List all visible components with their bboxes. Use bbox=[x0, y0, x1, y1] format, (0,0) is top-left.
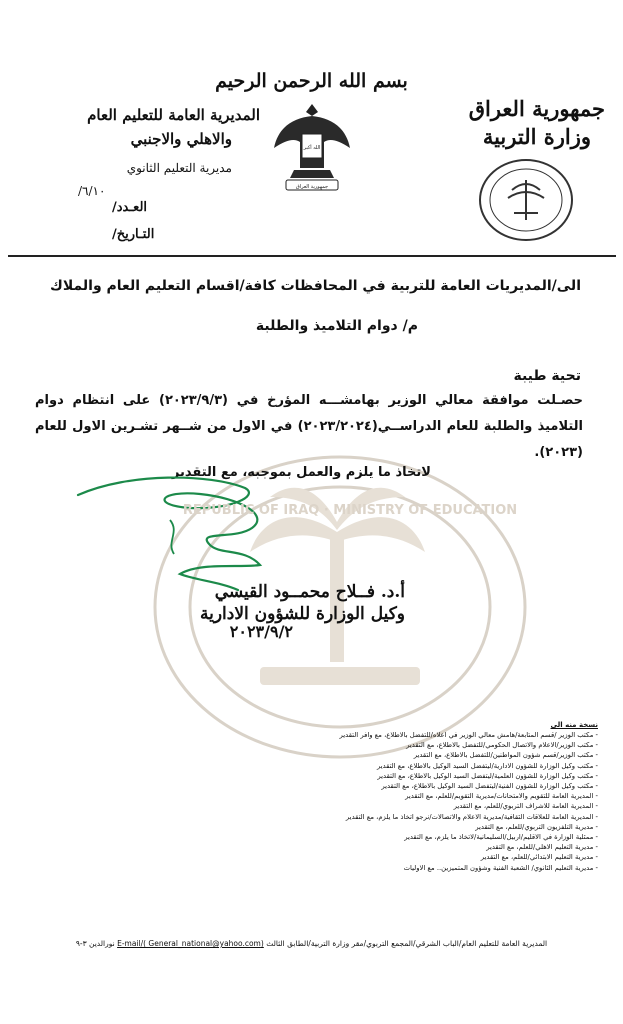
list-item: - المديرية العامة للعلاقات الثقافية/مديرية الاعلام والاتصالات/نرجو اتخاذ ما يلزم، مع التقدير bbox=[78, 812, 598, 822]
list-item: - مكتب وكيل الوزارة للشؤون الادارية/ليتفضل السيد الوكيل بالاطلاع، مع التقدير bbox=[78, 761, 598, 771]
directorate-line2: والاهلي والاجنبي bbox=[130, 130, 232, 148]
copies-list bbox=[78, 730, 598, 873]
footer-extra: نورالدين ٣-٩ bbox=[75, 939, 115, 948]
ministry-title: وزارة التربية bbox=[482, 124, 591, 149]
emblem-caption: جمهورية العراق bbox=[295, 184, 329, 190]
recipient-line: الى/المديريات العامة للتربية في المحافظات كافة/اقسام التعليم العام والملاك bbox=[50, 278, 581, 294]
copies-title: نسخة منه الى bbox=[550, 721, 598, 729]
letterhead-right bbox=[430, 95, 605, 151]
date-label: التـاريخ/ bbox=[112, 227, 155, 242]
stamp-text: REPUBLIC OF IRAQ · MINISTRY OF EDUCATION bbox=[182, 503, 518, 518]
stamp-arc bbox=[182, 488, 518, 528]
footer-email-link[interactable]: (E-mail/( General_national@yahoo.com bbox=[117, 939, 264, 948]
list-item: - مديرية التعليم الاهلي/للعلم، مع التقدير bbox=[78, 842, 598, 852]
list-item: - مديرية التلفزيون التربوي/للعلم، مع التقدير bbox=[78, 822, 598, 832]
closing-line: لاتخاذ ما يلزم والعمل بموجبه، مع التقدير bbox=[171, 465, 431, 480]
signer-title: وكيل الوزارة للشؤون الادارية bbox=[199, 604, 405, 624]
directorate-line1: المديرية العامة للتعليم العام bbox=[87, 106, 260, 124]
greeting: تحية طيبة bbox=[513, 368, 581, 384]
list-item: - مديرية التعليم الابتدائي/للعلم، مع التقدير bbox=[78, 852, 598, 862]
sub-directorate: مديرية التعليم الثانوي bbox=[126, 161, 232, 175]
letter-body: حصـلت موافقة معالي الوزير بهامشـــه المؤرخ في (٢٠٢٣/٩/٣) على انتظام دوام التلاميذ والطلبة للعام الدراســي(٢٠٢٣/٢٠٢٤) في الاول من شــهر تشـرين الاول للعام (٢٠٢٣). bbox=[35, 393, 583, 460]
republic-title: جمهورية العراق bbox=[468, 96, 605, 121]
list-item: - المديرية العامة للاشراف التربوي/للعلم، مع التقدير bbox=[78, 801, 598, 811]
basmala-heading: بسم الله الرحمن الرحيم bbox=[215, 70, 408, 92]
list-item: - مكتب وكيل الوزارة للشؤون العلمية/ليتفضل السيد الوكيل بالاطلاع، مع التقدير bbox=[78, 771, 598, 781]
ministry-round-seal-icon bbox=[476, 158, 576, 243]
list-item: - مديرية التعليم الثانوي/ الشعبة الفنية وشؤون المتميزين.. مع الاوليات bbox=[78, 863, 598, 873]
subject-line: م/ دوام التلاميذ والطلبة bbox=[255, 318, 418, 334]
signature-date: ٢٠٢٣/٩/٢ bbox=[229, 622, 293, 641]
list-item: - مكتب وكيل الوزارة للشؤون الفنية/ليتفضل السيد الوكيل بالاطلاع، مع التقدير bbox=[78, 781, 598, 791]
list-item: - مكتب الوزير/قسم شؤون المواطنين/للتفضل بالاطلاع، مع التقدير bbox=[78, 750, 598, 760]
ref-label: العـدد/ bbox=[112, 200, 148, 215]
footer bbox=[0, 939, 623, 948]
list-item: - مكتب الوزير /قسم المتابعة/هامش معالي الوزير في اعلاه/للتفضل بالاطلاع، مع وافر التقدير bbox=[78, 730, 598, 740]
ref-number-handwritten: ٦/١٠/ bbox=[78, 184, 106, 198]
emblem-inscription: الله أكبر bbox=[303, 145, 321, 151]
list-item: - المديرية العامة للتقويم والامتحانات/مديرية التقويم/للعلم، مع التقدير bbox=[78, 791, 598, 801]
letterhead-left bbox=[60, 103, 260, 179]
signer-name: أ.د. فــلاح محمــود القيسي bbox=[214, 582, 405, 602]
list-item: - ممثلية الوزارة في الاقليم/اربيل/السليمانية/لاتخاذ ما يلزم، مع التقدير bbox=[78, 832, 598, 842]
list-item: - مكتب الوزير/الاعلام والاتصال الحكومي/للتفضل بالاطلاع، مع التقدير bbox=[78, 740, 598, 750]
footer-address: المديرية العامة للتعليم العام/الباب الشرقي/المجمع التربوي/مقر وزارة التربية/الطابق الثالث bbox=[266, 939, 548, 948]
iraq-eagle-emblem-icon bbox=[272, 98, 352, 198]
header-divider bbox=[8, 255, 616, 257]
